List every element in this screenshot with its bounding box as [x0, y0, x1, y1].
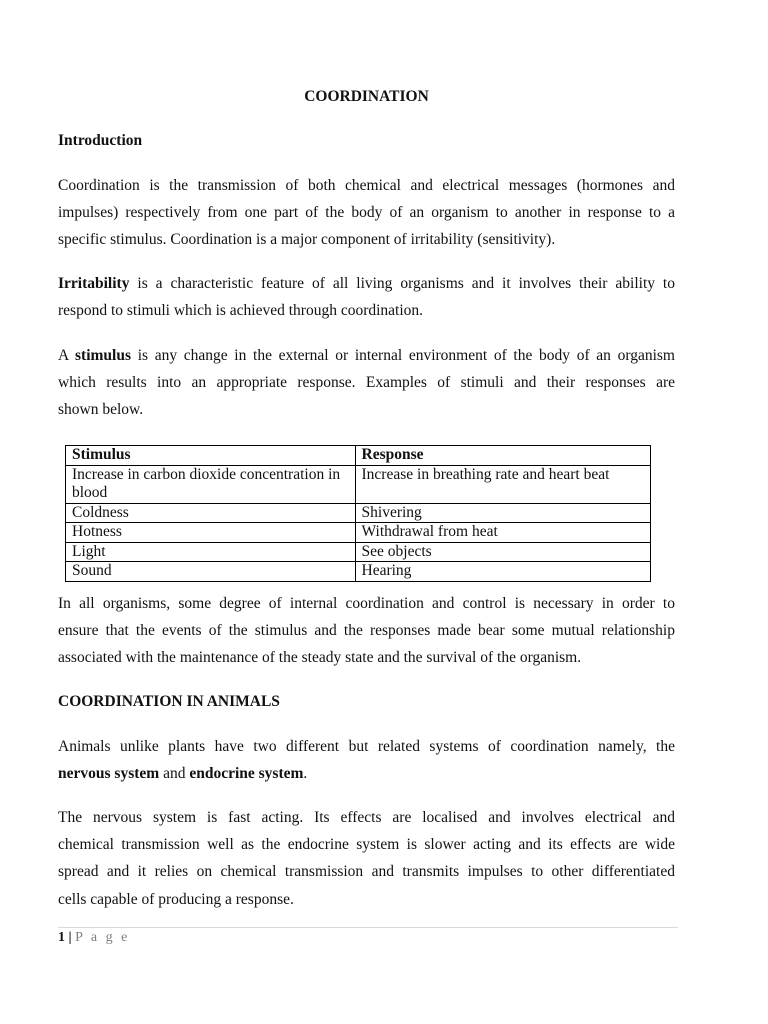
irritability-paragraph: [58, 270, 675, 324]
irritability-line: respond to stimuli which is achieved through coordination.: [58, 302, 424, 320]
page-number: 1: [58, 930, 65, 945]
animals-paragraph: [58, 733, 675, 787]
control-line: associated with the maintenance of the steady state and the survival of the organism.: [58, 649, 582, 667]
nervous-line: cells capable of producing a response.: [58, 890, 294, 908]
page-label: P a g e: [75, 930, 130, 945]
table-cell-response: Shivering: [355, 503, 650, 523]
intro-line: impulses) respectively from one part of the body of an organism to another in response to a: [58, 204, 675, 222]
stimulus-response-table: [65, 445, 651, 582]
animals-and: and: [159, 765, 190, 783]
irritability-line: [58, 270, 675, 297]
table-header-response: Response: [355, 446, 650, 466]
animals-end: .: [303, 765, 308, 783]
table-cell-stimulus: Coldness: [66, 503, 356, 523]
stimulus-prefix: A: [58, 347, 76, 364]
stimulus-paragraph: [58, 342, 675, 424]
table-cell-response: Withdrawal from heat: [355, 523, 650, 543]
nervous-line: The nervous system is fast acting. Its effects are localised and involves electrical and: [58, 809, 675, 826]
page-title: COORDINATION: [304, 88, 429, 105]
page-footer: [58, 927, 678, 947]
endocrine-system-term: endocrine system: [189, 765, 304, 783]
table-row: [66, 503, 651, 523]
table-cell-stimulus: Light: [66, 542, 356, 562]
control-paragraph: [58, 590, 675, 672]
control-line: In all organisms, some degree of internal coordination and control is necessary in order to: [58, 595, 675, 612]
stimulus-term: stimulus: [75, 347, 132, 364]
animals-line: [58, 760, 675, 787]
intro-line: specific stimulus. Coordination is a major component of irritability (sensitivity).: [58, 231, 556, 249]
table-cell-stimulus: Increase in carbon dioxide concentration in blood: [66, 465, 356, 503]
footer-separator: |: [68, 930, 72, 945]
table-cell-response: Increase in breathing rate and heart beat: [355, 465, 650, 503]
control-line: ensure that the events of the stimulus and the responses made bear some mutual relationship: [58, 622, 675, 640]
table-row: [66, 542, 651, 562]
table-header-stimulus: Stimulus: [66, 446, 356, 466]
table-row: [66, 465, 651, 503]
table-header-row: [66, 446, 651, 466]
intro-paragraph: [58, 172, 675, 254]
table-row: [66, 562, 651, 582]
intro-line: Coordination is the transmission of both chemical and electrical messages (hormones and: [58, 177, 675, 194]
animals-line: Animals unlike plants have two different but related systems of coordination namely, the: [58, 738, 675, 755]
animals-heading: COORDINATION IN ANIMALS: [58, 693, 280, 710]
irritability-term: Irritability: [58, 275, 130, 292]
table-cell-response: See objects: [355, 542, 650, 562]
stimulus-line: [58, 342, 675, 369]
nervous-system-term: nervous system: [58, 765, 160, 783]
table-cell-stimulus: Hotness: [66, 523, 356, 543]
stimulus-line: which results into an appropriate response. Examples of stimuli and their responses are: [58, 374, 675, 392]
table-cell-response: Hearing: [355, 562, 650, 582]
nervous-line: chemical transmission well as the endocrine system is slower acting and its effects are wide: [58, 836, 675, 854]
table-cell-stimulus: Sound: [66, 562, 356, 582]
irritability-text: is a characteristic feature of all living organisms and it involves their ability to: [129, 275, 675, 292]
table-row: [66, 523, 651, 543]
stimulus-text: is any change in the external or internal environment of the body of an organism: [131, 347, 675, 364]
nervous-line: spread and it relies on chemical transmission and transmits impulses to other differentiated: [58, 863, 675, 881]
stimulus-line: shown below.: [58, 401, 144, 419]
introduction-heading: Introduction: [58, 132, 143, 149]
nervous-paragraph: [58, 804, 675, 913]
